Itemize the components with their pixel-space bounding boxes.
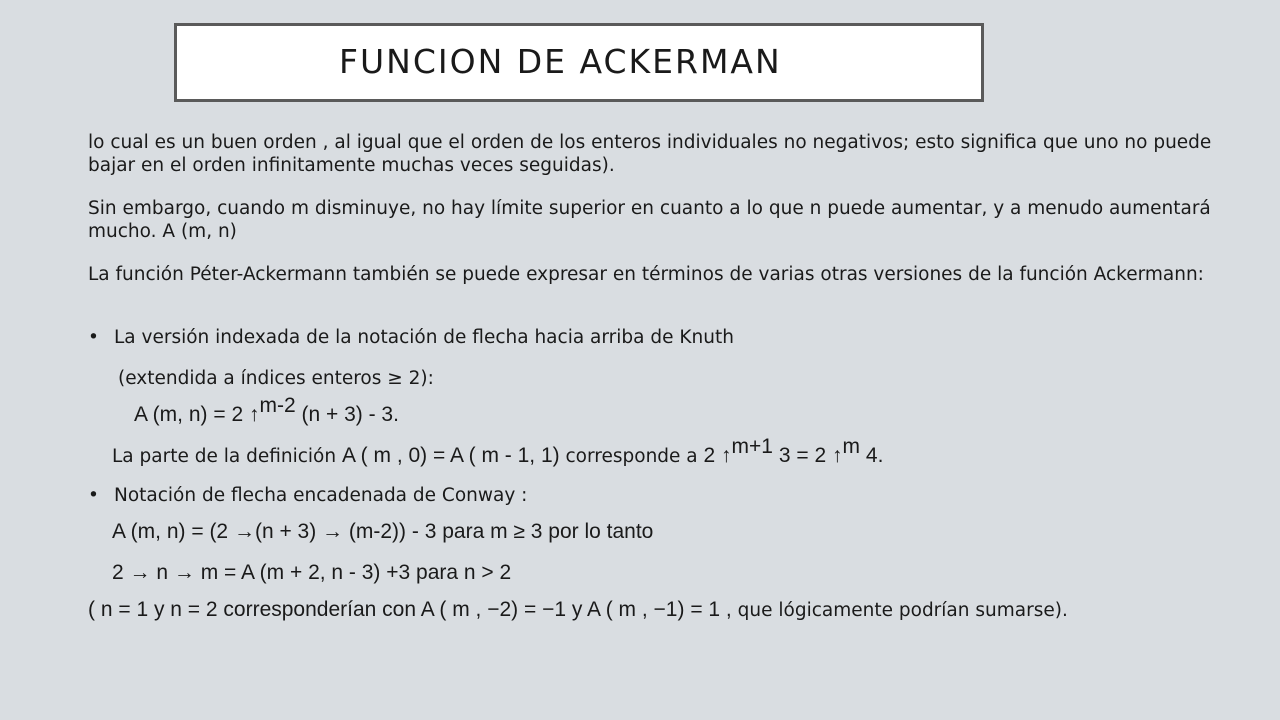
equation-2: A (m, n) = (2 →(n + 3) → (m-2)) - 3 para m ≥ 3 por lo tanto: [112, 520, 654, 543]
def-text-c: corresponde a: [565, 446, 698, 467]
extension-line: (extendida a índices enteros ≥ 2):: [118, 368, 434, 389]
def-part-d: 2 ↑: [703, 444, 732, 467]
bullet-2-text: Notación de flecha encadenada de Conway :: [114, 485, 528, 506]
def-part-f: 4.: [865, 444, 884, 467]
paragraph-3: La función Péter-Ackermann también se puede expresar en términos de varias otras versiones de la función Ackermann:: [88, 264, 1204, 285]
title-box: [174, 23, 984, 102]
last-paragraph: [88, 598, 1218, 622]
bullet-dot-icon: •: [88, 485, 99, 506]
definition-line: [112, 435, 1242, 468]
eq1-part-b: (n + 3) - 3.: [295, 403, 399, 426]
last-text: que lógicamente podrían sumarse).: [737, 600, 1068, 621]
def-formula: A ( m , 0) = A ( m - 1, 1): [341, 444, 560, 467]
def-superscript-1: m+1: [731, 435, 773, 458]
bullet-item-2: [88, 484, 1218, 507]
last-formula: ( n = 1 y n = 2 corresponderían con A ( m , −2) = −1 y A ( m , −1) = 1 ,: [88, 598, 732, 621]
paragraph-2-text: Sin embargo, cuando m disminuye, no hay límite superior en cuanto a lo que n puede aumentar, y a menudo aumentará mucho.: [88, 198, 1211, 242]
def-superscript-2: m: [842, 435, 861, 458]
slide-title: FUNCION DE ACKERMAN: [339, 42, 782, 81]
bullet-1-text: La versión indexada de la notación de flecha hacia arriba de Knuth: [114, 327, 734, 348]
def-text-a: La parte de la definición: [112, 446, 337, 467]
paragraph-2-tail: A (m, n): [162, 221, 237, 242]
equation-3: 2 → n → m = A (m + 2, n - 3) +3 para n > 2: [112, 561, 512, 584]
equation-1: [134, 394, 1264, 427]
paragraph-1: lo cual es un buen orden , al igual que el orden de los enteros individuales no negativos; esto significa que uno no puede bajar en el orden infinitamente muchas veces seguidas).: [88, 132, 1212, 176]
def-part-e: 3 = 2 ↑: [778, 444, 843, 467]
eq1-superscript: m-2: [259, 394, 296, 417]
bullet-item-1: [88, 326, 1218, 349]
paragraph-2: [88, 197, 1218, 243]
bullet-dot-icon: •: [88, 327, 99, 348]
eq1-part-a: A (m, n) = 2 ↑: [134, 403, 260, 426]
